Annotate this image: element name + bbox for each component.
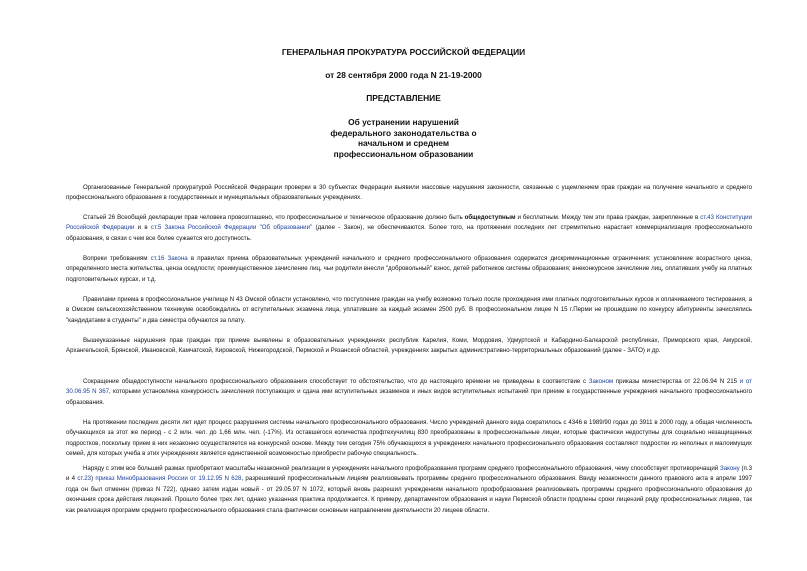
- text-run: Наряду с этим все больший размах приобретают масштабы незаконной реализации в учреждениях начального профобразования программ среднего профессионального образования, чему способствует противоречащий: [83, 465, 720, 472]
- text-run: (п.3 и 4: [66, 465, 752, 483]
- text-run: в правилах приема образовательных учреждений начального и среднего профессионального образования содержатся дискриминационные ограничения: установление возрастного ценза, определенного места жительства, ценза оседлости; преимущественное зачисление лиц, чьи родители внесли "добровольный" взнос, детей работников системы образования; внеконкурсное зачисление лиц, оплативших учебу на платных подготовительных курсах, и т.д.: [66, 255, 752, 283]
- text-run: и бесплатным. Между тем эти права граждан, закрепленные в: [515, 214, 701, 221]
- title-line: федерального законодательства о: [330, 127, 477, 138]
- text-run: Вопреки требованиям: [83, 255, 151, 262]
- text-run: и в: [134, 224, 151, 232]
- text-run: Сокращение общедоступности начального профессионального образования способствует то обстоятельство, что до настоящего времени не приведены в соответствие с: [83, 378, 589, 385]
- text-run: ): [91, 475, 96, 483]
- link-constitution-art43[interactable]: ст.43 Конституции Российской Федерации: [66, 214, 752, 232]
- link-law[interactable]: Закону: [719, 465, 740, 472]
- paragraph-ministry-orders: [66, 377, 752, 408]
- link-order-628[interactable]: приказ Минобразования России от 19.12.95 N 628: [95, 475, 242, 483]
- title-line: профессиональном образовании: [333, 148, 474, 159]
- link-law-art23[interactable]: ст.23: [77, 475, 92, 483]
- text-run: , разрешивший профессиональным лицеям реализовывать программы среднего профессионального образования. Ввиду незаконности данного правового акта в апреле 1997 года он был отменен (приказ N 722), однако затем издан новый - от 29.05.97 N 1072, который вновь разрешил учреждениям начального профобразования реализовывать программы среднего профессионального образования до окончания срока действия лицензий. Прошло более трех лет, однако указанная практика продолжается. К примеру, департаментом образования и науки Пермской области продлены сроки лицензий ряду профессиональных лицеев, так как реализация программ среднего профессионального образования стала фактически основным направлением деятельности 20 лицеев области.: [66, 475, 752, 514]
- issuing-organization: ГЕНЕРАЛЬНАЯ ПРОКУРАТУРА РОССИЙСКОЙ ФЕДЕРАЦИИ: [281, 47, 526, 57]
- link-law[interactable]: Законом: [588, 378, 614, 385]
- paragraph-inspection-results: Организованные Генеральной прокуратурой Российской Федерации проверки в 30 субъектах Федерации выявили массовые нарушения законности, связанные с ущемлением прав граждан на получение начального и среднего профессионального образования в государственных и муниципальных образовательных учреждениях.: [66, 184, 752, 202]
- paragraph-regions-list: Вышеуказанные нарушения прав граждан при приеме выявлены в образовательных учреждениях республик Карелия, Коми, Мордовия, Удмуртской и Кабардино-Балкарской республиках, Приморского края, Амурской, Архангельской, Брянской, Ивановской, Камчатской, Кировской, Нижегородской, Пермской и Рязанской областей, учреждениях закрытых административно-территориальных образований (далее - ЗАТО) и др.: [66, 337, 752, 355]
- text-run: приказы министерства от 22.06.94 N 215: [613, 378, 740, 385]
- title-line: начальном и среднем: [357, 138, 450, 148]
- link-education-law-art5[interactable]: ст.5 Закона Российской Федерации "Об образовании": [150, 224, 313, 232]
- text-run: Статьей 26 Всеобщей декларации прав человека провозглашено, что профессиональное и техническое образование должно быть: [83, 214, 465, 221]
- title-line: Об устранении нарушений: [348, 117, 459, 127]
- paragraph-admission-restrictions: [66, 254, 752, 285]
- paragraph-omsk-perm-examples: Правилами приема в профессиональное училище N 43 Омской области установлено, что поступление граждан на учебу возможно только после прохождения ими платных подготовительных курсов и оплачиваемого тестирования, а в Омском сельскохозяйственном техникуме освобождались от вступительных экзамена лица, уплатившие за каждый экзамен 2500 руб. В профессиональном лицее N 15 г.Перми не прошедшие по конкурсу абитуриенты зачислялись "кандидатами в студенты" и два семестра обучаются за плату.: [66, 296, 752, 324]
- text-run: , которыми установлена конкурсность зачисления поступающих и сдача ими вступительных экзаменов и иных видов вступительных испытаний при приеме в государственные учреждения начального профессионального образования.: [66, 388, 752, 406]
- emphasis-text: общедоступным: [464, 214, 516, 221]
- document-date-number: от 28 сентября 2000 года N 21-19-2000: [325, 70, 482, 80]
- link-order-367[interactable]: и от 30.06.95 N 367: [66, 378, 753, 396]
- link-law-art16[interactable]: ст.16 Закона: [150, 255, 188, 262]
- document-title: [0, 117, 807, 159]
- document-type: ПРЕДСТАВЛЕНИЕ: [366, 93, 441, 103]
- paragraph-accessibility: [66, 213, 752, 244]
- paragraph-system-decline: На протяжении последних десяти лет идет процесс разрушения системы начального профессионального образования. Число учреждений данного вида сократилось с 4346 в 1989/90 годах до 3911 в 2000 году, а общая численность обучающихся за этот же период - с 2 млн. чел. до 1,66 млн. чел. (-17%). Из оставшегося количества профтехучилищ 830 преобразованы в профессиональные лицеи, которые фактически недоступны для социально незащищенных подростков, поскольку прием в них незаконно осуществляется на конкурсной основе. Между тем сегодня 75% обучающихся в учреждениях начального профессионального образования составляют подростки из неполных и малоимущих семей, для которых учеба в этих учреждениях является единственной возможностью приобрести рабочую специальность.: [66, 419, 752, 458]
- text-run: (далее - Закон), не обеспечиваются. Более того, на протяжении последних лет стремительно нарастает коммерциализация профессионального образования, в связи с чем все более сужается его доступность.: [66, 224, 752, 242]
- paragraph-illegal-programs: [66, 464, 752, 516]
